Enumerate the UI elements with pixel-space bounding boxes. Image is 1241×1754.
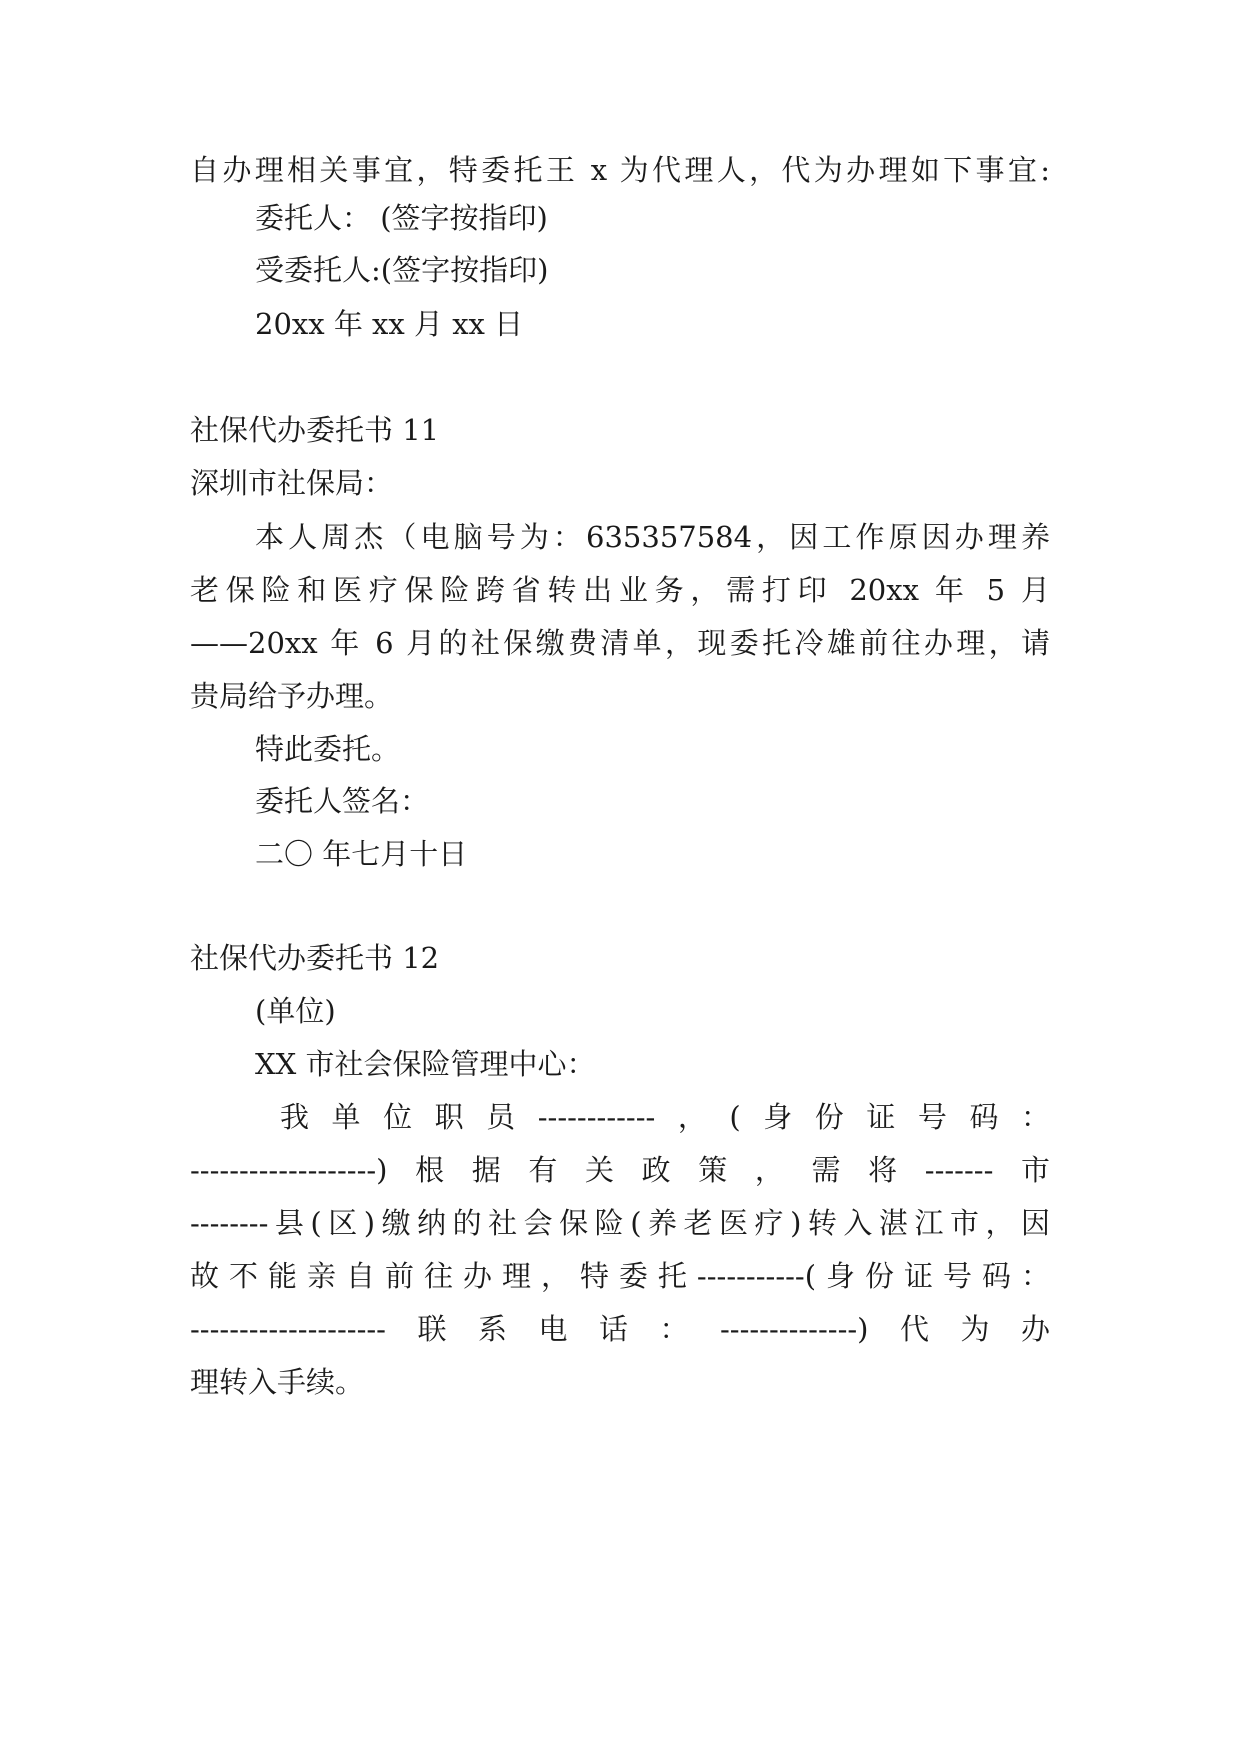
section11-body-line: ——20xx 年 6 月的社保缴费清单，现委托冷雄前往办理，请 [190,626,1050,660]
section11-closing: 特此委托。 [255,732,401,766]
section11-signature: 委托人签名： [255,784,430,818]
section10-agent-signature: 受委托人:(签字按指印) [255,253,549,287]
section12-body-line: 故不能亲自前往办理，特委托-----------(身份证号码： [190,1259,1050,1293]
section10-principal-signature: 委托人： (签字按指印) [255,201,548,235]
section12-title: 社保代办委托书 12 [190,941,440,975]
section10-intro-tail: 自办理相关事宜，特委托王 x 为代理人，代为办理如下事宜: [190,153,1050,187]
section12-body-line: -------------------)根据有关政策，需将-------市 [190,1153,1050,1187]
section11-body-line: 本人周杰（电脑号为：635357584，因工作原因办理养 [255,520,1050,554]
section11-addressee: 深圳市社保局： [190,466,394,500]
section12-unit: (单位) [255,994,336,1028]
section12-body-line: 理转入手续。 [190,1365,365,1399]
section10-date: 20xx 年 xx 月 xx 日 [255,307,524,341]
section12-body-line: 我单位职员------------，(身份证号码： [280,1100,1050,1134]
section11-date: 二〇 年七月十日 [255,837,468,871]
section11-body-line: 贵局给予办理。 [190,679,394,713]
section12-body-line: --------------------联系电话：--------------)代为办 [190,1312,1050,1346]
section12-body-line: --------县(区)缴纳的社会保险(养老医疗)转入湛江市，因 [190,1206,1050,1240]
section11-title: 社保代办委托书 11 [190,413,440,447]
section11-body-line: 老保险和医疗保险跨省转出业务，需打印 20xx 年 5 月 [190,573,1050,607]
section12-addressee: XX 市社会保险管理中心： [255,1047,596,1081]
